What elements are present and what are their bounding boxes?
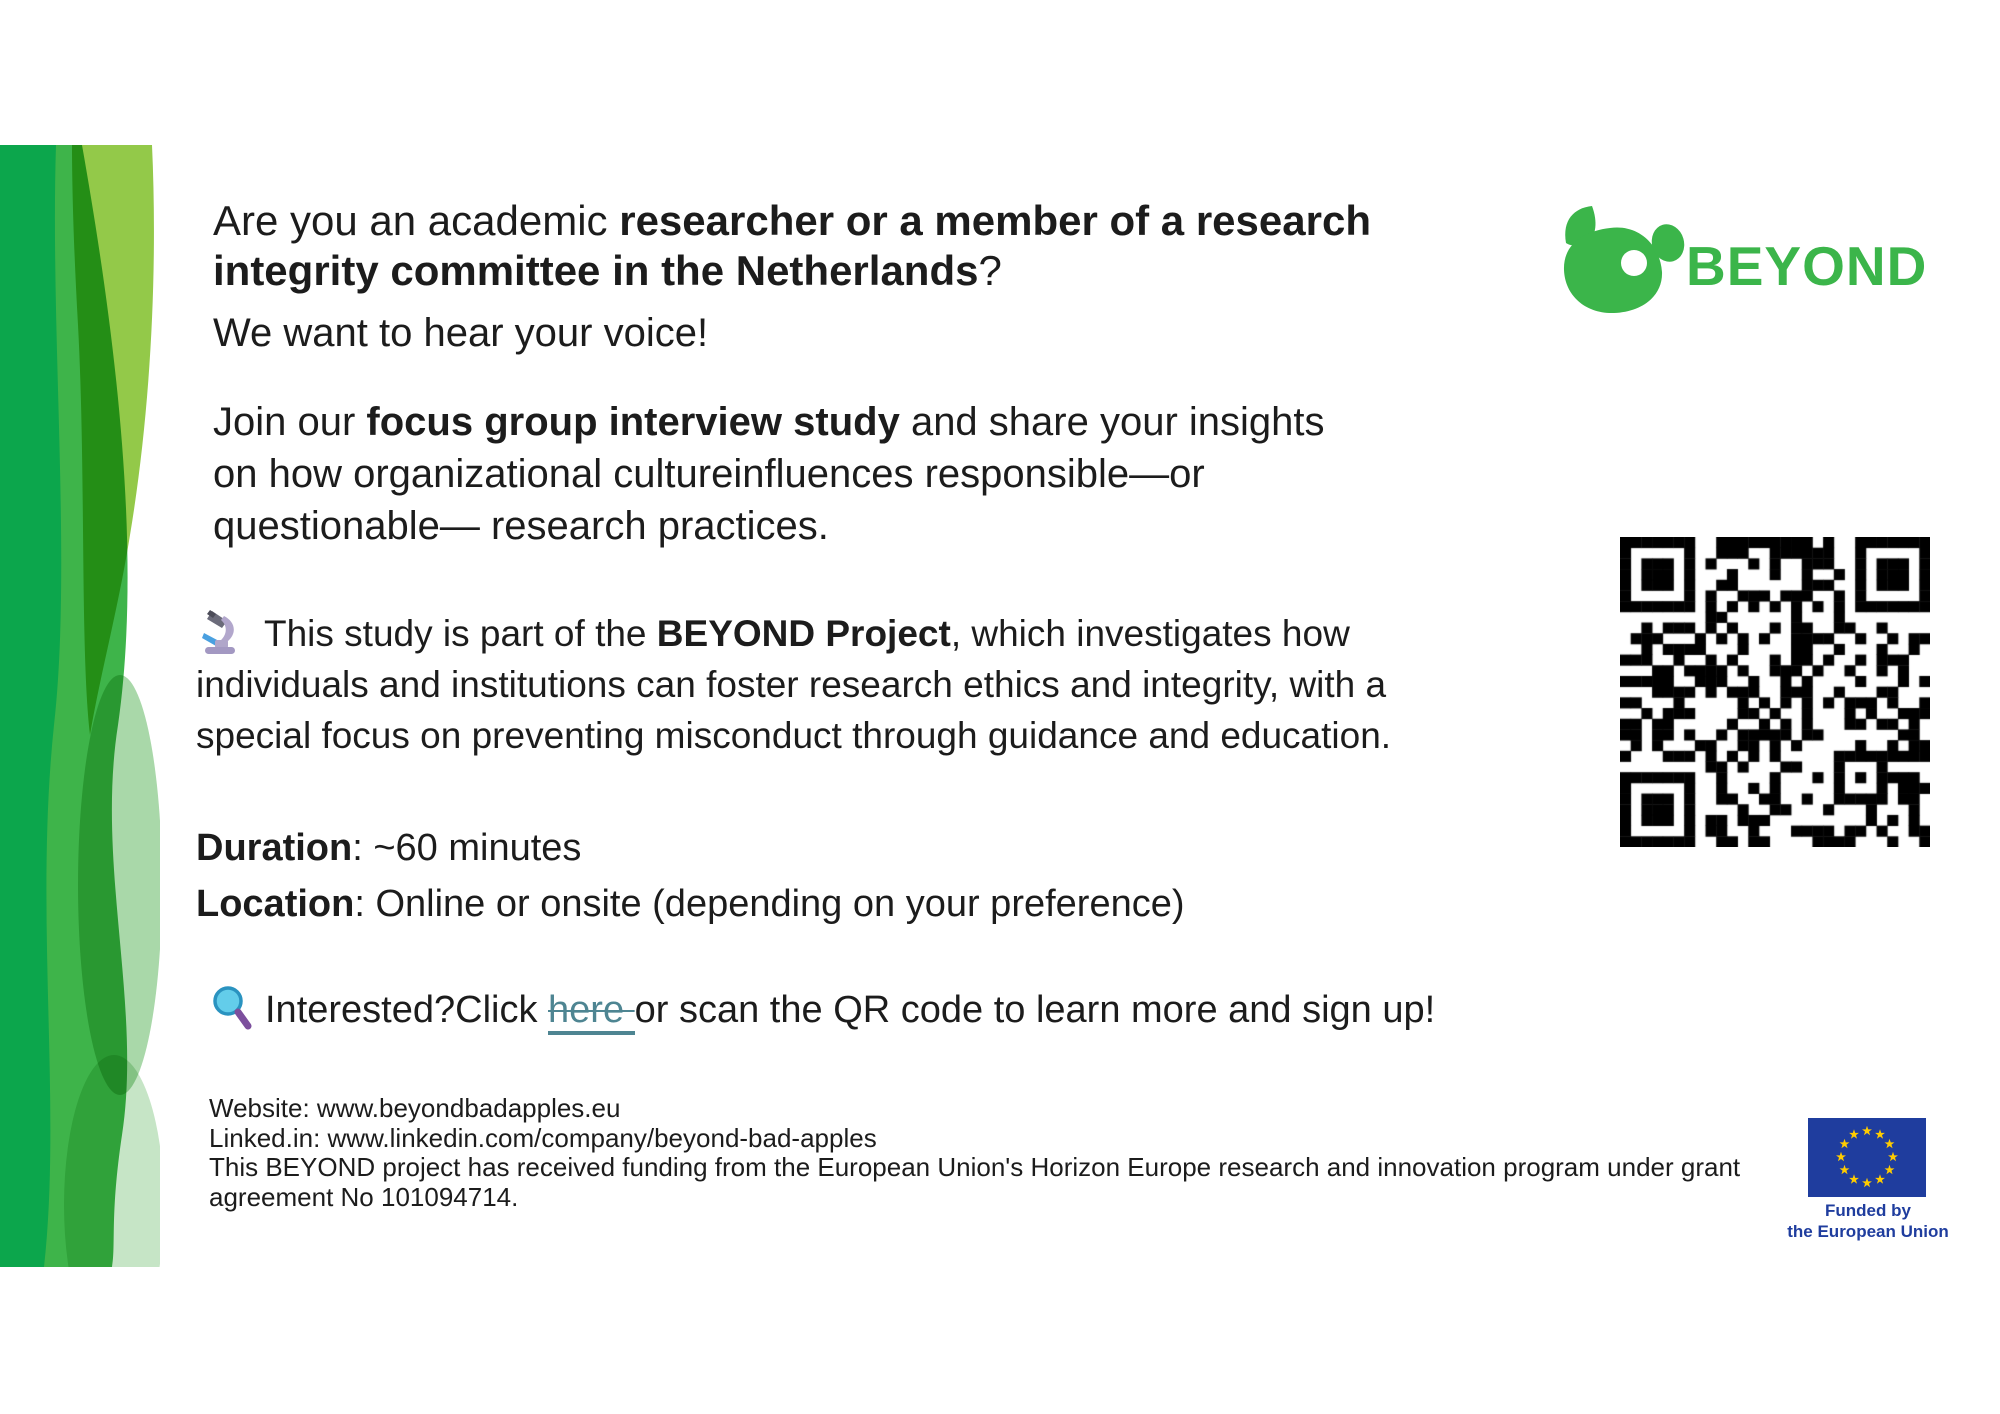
footer bbox=[209, 1094, 1740, 1212]
study-paragraph bbox=[196, 608, 1391, 761]
invite-line1-pre: Join our bbox=[213, 400, 367, 444]
beyond-apple-logo-icon bbox=[1550, 196, 1686, 314]
signup-here-link[interactable]: here bbox=[548, 989, 635, 1035]
invite-line1-post: and share your insights bbox=[899, 400, 1325, 444]
eu-funding-caption-line1: Funded by bbox=[1825, 1201, 1911, 1220]
location-label: Location bbox=[196, 883, 355, 925]
footer-website-line: Website: www.beyondbadapples.eu bbox=[209, 1093, 621, 1123]
invite-line1-bold: focus group interview study bbox=[366, 400, 900, 444]
cta-line bbox=[211, 984, 1435, 1036]
duration-line bbox=[196, 820, 1185, 876]
headline-line1-regular: Are you an academic bbox=[213, 197, 620, 244]
study-line2: individuals and institutions can foster research ethics and integrity, with a bbox=[196, 664, 1387, 705]
study-line1 bbox=[196, 608, 1391, 659]
footer-funding-line2: agreement No 101094714. bbox=[209, 1181, 519, 1212]
invite-line3: questionable— research practices. bbox=[213, 504, 829, 548]
eu-flag-icon bbox=[1808, 1118, 1926, 1197]
duration-value: : ~60 minutes bbox=[352, 827, 582, 869]
invitation-paragraph bbox=[213, 396, 1325, 552]
qr-code bbox=[1620, 537, 1930, 847]
footer-funding-line1: This BEYOND project has received funding from the European Union's Horizon Europe research and innovation program under grant bbox=[209, 1152, 1741, 1182]
beyond-logo-wordmark: BEYOND bbox=[1686, 235, 1928, 297]
eu-funding-caption bbox=[1775, 1200, 1961, 1242]
eu-funding-caption-line2: the European Union bbox=[1787, 1222, 1949, 1241]
headline-line2-regular: ? bbox=[978, 247, 1002, 294]
green-wave-decoration bbox=[0, 145, 160, 1267]
invite-line1 bbox=[213, 396, 1325, 448]
study-line1-post: , which investigates how bbox=[950, 613, 1350, 654]
invite-line2: on how organizational cultureinfluences responsible—or bbox=[213, 452, 1205, 496]
headline-line1-bold: researcher or a member of a research bbox=[619, 197, 1371, 244]
headline-line1 bbox=[213, 196, 1371, 246]
headline-subtitle: We want to hear your voice! bbox=[213, 311, 709, 355]
duration-label: Duration bbox=[196, 827, 353, 869]
session-details bbox=[196, 820, 1185, 932]
location-line bbox=[196, 876, 1185, 932]
footer-linkedin-line: Linked.in: www.linkedin.com/company/beyond-bad-apples bbox=[209, 1122, 877, 1153]
cta-post-text: or scan the QR code to learn more and sign up! bbox=[634, 989, 1436, 1031]
study-line1-pre: This study is part of the bbox=[264, 613, 657, 654]
headline-line2-bold: integrity committee in the Netherlands bbox=[213, 247, 979, 294]
microscope-icon bbox=[202, 609, 240, 655]
headline bbox=[213, 196, 1371, 357]
headline-line2 bbox=[213, 246, 1371, 296]
magnifying-glass-icon bbox=[211, 985, 255, 1033]
study-line1-bold: BEYOND Project bbox=[656, 613, 951, 654]
location-value: : Online or onsite (depending on your preference) bbox=[354, 883, 1185, 925]
study-line3: special focus on preventing misconduct through guidance and education. bbox=[196, 715, 1392, 756]
cta-pre-text: Interested?Click bbox=[265, 989, 549, 1031]
